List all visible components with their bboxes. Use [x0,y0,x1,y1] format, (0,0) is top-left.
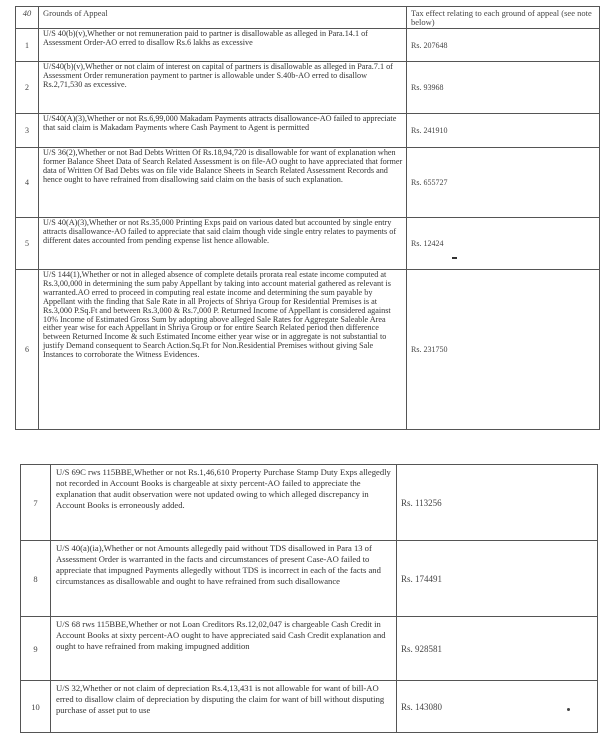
header-tax-effect: Tax effect relating to each ground of appeal (see note below) [407,7,600,29]
row-number: 7 [21,465,51,541]
row-number: 2 [16,62,39,114]
table-row [21,465,598,541]
row-tax-effect: Rs. 93968 [407,62,600,114]
row-ground: U/S40(b)(v),Whether or not claim of interest on capital of partners is disallowable as alleged in Para.7.1 of Assessment Order remuneration payment to partner is allowable under S.40b-AO erred to disallow Rs.2,71,530 as excessive. [39,62,407,114]
table-row [16,114,600,148]
header-serial: 40 [16,7,39,29]
header-grounds: Grounds of Appeal [39,7,407,29]
row-number: 1 [16,29,39,62]
row-tax-effect: Rs. 207648 [407,29,600,62]
table-row [16,270,600,430]
row-ground: U/S 40(A)(3),Whether or not Rs.35,000 Printing Exps paid on various dated but accounted by single entry attracts disallowance-AO failed to appreciate that said claim though vide single entry relates to payments of different dates accounted from pending expense list hence allowable. [39,218,407,270]
table-row [16,218,600,270]
row-number: 4 [16,148,39,218]
table-row [16,62,600,114]
row-tax-effect: Rs. 231750 [407,270,600,430]
table-row [16,148,600,218]
table-row [16,29,600,62]
row-tax-effect: Rs. 113256 [397,465,598,541]
pen-mark [452,257,457,259]
appeal-grounds-table-1 [15,6,600,430]
row-ground: U/S 68 rws 115BBE,Whether or not Loan Creditors Rs.12,02,047 is chargeable Cash Credit in Account Books at sixty percent-AO ought to have appreciated said Cash Credit explanation and ought to have refrained from making impugned addition [51,617,397,681]
row-tax-effect: Rs. 928581 [397,617,598,681]
row-number: 10 [21,681,51,733]
row-ground: U/S40(A)(3),Whether or not Rs.6,99,000 Makadam Payments attracts disallowance-AO failed to appreciate that said claim is Makadam Payments where Cash Payment to Agent is permitted [39,114,407,148]
table-row [21,541,598,617]
appeal-grounds-table-2 [20,464,598,733]
row-ground: U/S 40(a)(ia),Whether or not Amounts allegedly paid without TDS disallowed in Para 13 of Assessment Order is warranted in the facts and circumstances of present Case-AO failed to appreciate that impugned Payments allegedly without TDS is incorrect in each of the facts and circumstances as disallowable and ought to have refrained from such disallowance [51,541,397,617]
row-ground: U/S 40(b)(v),Whether or not remuneration paid to partner is disallowable as alleged in Para.14.1 of Assessment Order-AO erred to disallow Rs.6 lakhs as excessive [39,29,407,62]
row-tax-effect: Rs. 241910 [407,114,600,148]
row-tax-effect: Rs. 174491 [397,541,598,617]
row-number: 6 [16,270,39,430]
row-number: 9 [21,617,51,681]
row-tax-effect: Rs. 143080 [397,681,598,733]
row-number: 3 [16,114,39,148]
table-header-row [16,7,600,29]
row-number: 5 [16,218,39,270]
row-tax-effect: Rs. 655727 [407,148,600,218]
row-ground: U/S 69C rws 115BBE,Whether or not Rs.1,46,610 Property Purchase Stamp Duty Exps allegedly not recorded in Account Books is chargeable at sixty percent-AO failed to appreciate the explanation that audit observation were not updated owing to which alleged discrepancy in Account Books is erroneously added. [51,465,397,541]
row-number: 8 [21,541,51,617]
ink-dot [567,708,570,711]
row-ground: U/S 144(1),Whether or not in alleged absence of complete details prorata real estate income computed at Rs.3,00,000 in determining the sum paby Appellant by taking into account material gathered as relevant is warranted.AO erred to proceed in computing real estate income and determining the sum payable by Appellant with the finding that Sale Rate in all Projects of Shriya Group for Residential Premises is at Rs.3,000 P.Sq.Ft and between Rs.3,000 & Rs.7,000 P. Returned Income of Appellant is considered against 10% Income of Estimated Gross Sum by adopting above alleged Sale Rates for Aggregate Saleable Area either year wise for each Appellant in Shriya Group or for entire Search Related period then difference between Returned Income & such Estimated Income either year wise or in aggregate is not substantial to justify Demand consequent to Search Action.Sq.Ft for Non.Residential Premises without giving Sale Instances to corroborate the Witness Evidences. [39,270,407,430]
row-tax-effect: Rs. 12424 [407,218,600,270]
table-row [21,617,598,681]
row-ground: U/S 36(2),Whether or not Bad Debts Written Of Rs.18,94,720 is disallowable for want of explanation when former Balance Sheet Data of Search Related Assessment is on file-AO ought to have appreciated that former data of Written Of Bad Debts was on file vide Balance Sheets in Search Related Assessment Records and hence ought to have refrained from disallowing said claim on the basis of such explanation. [39,148,407,218]
row-ground: U/S 32,Whether or not claim of depreciation Rs.4,13,431 is not allowable for want of bill-AO erred to disallow claim of depreciation by disputing the claim for want of bill without disputing purchase of asset put to use [51,681,397,733]
